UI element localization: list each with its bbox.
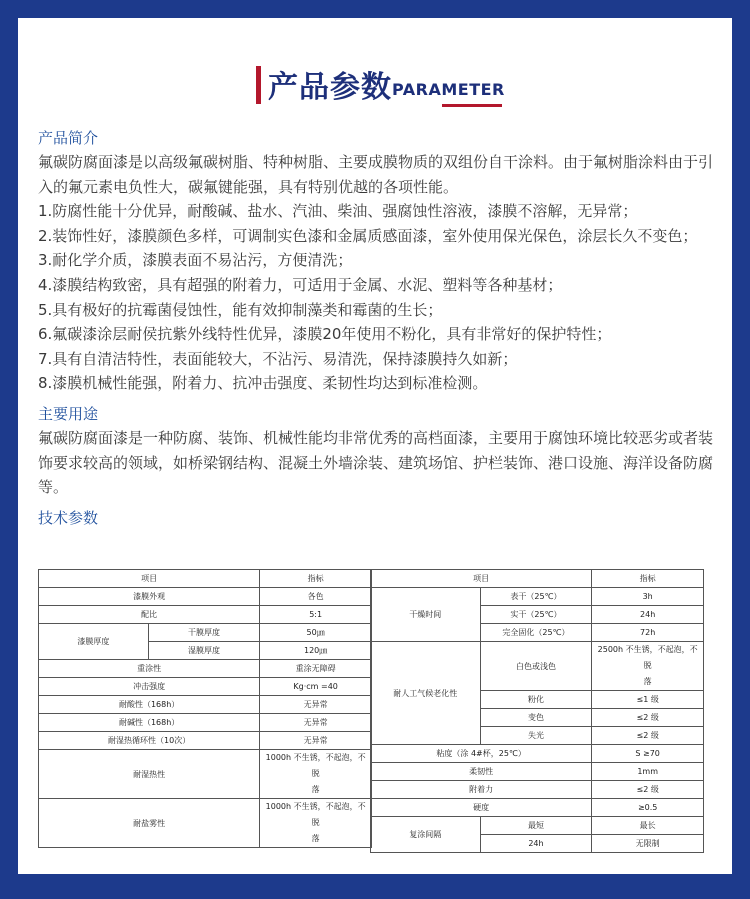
spec-table-right [370, 569, 704, 853]
intro-point-1: 1.防腐性能十分优异，耐酸碱、盐水、汽油、柴油、强腐蚀性溶液，漆膜不溶解，无异常； [38, 202, 638, 221]
table-cell: 各色 [260, 588, 372, 606]
usage-paragraph: 氟碳防腐面漆是一种防腐、装饰、机械性能均非常优秀的高档面漆，主要用于腐蚀环境比较恶劣或者装饰要求较高的领域，如桥梁钢结构、混凝土外墙涂装、建筑场馆、护栏装饰、港口设施、海洋设备防腐等。 [38, 428, 714, 497]
intro-point-3: 3.耐化学介质，漆膜表面不易沾污，方便清洗； [38, 251, 353, 270]
table-cell: 24h [592, 606, 704, 624]
table-cell: 白色或浅色 [480, 642, 592, 691]
header-title-cn: 产品参数 [268, 70, 392, 105]
table-cell: 无异常 [260, 696, 372, 714]
table-cell: 漆膜厚度 [39, 624, 149, 660]
content-body [38, 126, 718, 530]
table-row [371, 781, 704, 799]
table-cell: S ≥70 [592, 745, 704, 763]
header-accent-bar [256, 66, 261, 104]
table-cell: 柔韧性 [371, 763, 592, 781]
table-row [371, 817, 704, 835]
table-cell: 配比 [39, 606, 260, 624]
table-row [371, 745, 704, 763]
table-cell: 粉化 [480, 691, 592, 709]
cell-line: 1000h 不生锈，不起泡，不脱 [265, 802, 366, 827]
table-cell: ≥0.5 [592, 799, 704, 817]
table-cell: 耐盐雾性 [39, 799, 260, 848]
table-cell: 湿膜厚度 [148, 642, 260, 660]
table-cell: 无限制 [592, 835, 704, 853]
cell-line: 落 [311, 834, 320, 843]
table-row [39, 570, 372, 588]
table-cell: 耐碱性（168h） [39, 714, 260, 732]
table-cell: 120㎛ [260, 642, 372, 660]
intro-point-6: 6.氟碳漆涂层耐侯抗紫外线特性优异，漆膜20年使用不粉化，具有非常好的保护特性； [38, 325, 612, 344]
table-row [39, 696, 372, 714]
table-header-index: 指标 [592, 570, 704, 588]
table-header-item: 项目 [39, 570, 260, 588]
table-cell: Kg·cm =40 [260, 678, 372, 696]
intro-point-7: 7.具有自清洁特性，表面能较大，不沾污、易清洗，保持漆膜持久如新； [38, 349, 518, 368]
intro-point-5: 5.具有极好的抗霉菌侵蚀性，能有效抑制藻类和霉菌的生长； [38, 300, 443, 319]
cell-line: 2500h 不生锈，不起泡，不脱 [597, 645, 698, 670]
section-header [18, 44, 732, 114]
table-cell: 72h [592, 624, 704, 642]
table-cell: ≤2 级 [592, 709, 704, 727]
table-row [39, 588, 372, 606]
table-cell: ≤1 级 [592, 691, 704, 709]
table-cell: 1mm [592, 763, 704, 781]
table-cell: 无异常 [260, 732, 372, 750]
table-cell: 耐人工气候老化性 [371, 642, 481, 745]
table-cell: 重涂无障碍 [260, 660, 372, 678]
table-cell: 最短 [480, 817, 592, 835]
table-row [39, 624, 372, 642]
table-cell: 实干（25℃） [480, 606, 592, 624]
table-cell: 粘度（涂 4#杯，25℃） [371, 745, 592, 763]
page-frame [18, 18, 732, 874]
table-row [39, 799, 372, 848]
table-cell-multiline [592, 642, 704, 691]
table-cell: 变色 [480, 709, 592, 727]
tech-title: 技术参数 [38, 508, 99, 527]
table-cell: 50㎛ [260, 624, 372, 642]
table-cell: 干膜厚度 [148, 624, 260, 642]
table-row [371, 570, 704, 588]
cell-line: 落 [311, 785, 320, 794]
table-row [39, 714, 372, 732]
intro-point-2: 2.装饰性好，漆膜颜色多样，可调制实色漆和金属质感面漆，室外使用保光保色，涂层长久不变色； [38, 226, 698, 245]
cell-line: 落 [643, 677, 652, 686]
table-row [371, 763, 704, 781]
table-cell-multiline [260, 750, 372, 799]
table-cell: ≤2 级 [592, 781, 704, 799]
table-header-index: 指标 [260, 570, 372, 588]
table-row [39, 660, 372, 678]
table-cell: 耐酸性（168h） [39, 696, 260, 714]
table-cell: 耐湿热循环性（10次） [39, 732, 260, 750]
intro-paragraph: 氟碳防腐面漆是以高级氟碳树脂、特种树脂、主要成膜物质的双组份自干涂料。由于氟树脂涂料由于引入的氟元素电负性大，碳氟键能强，具有特别优越的各项性能。 [38, 153, 714, 196]
intro-title: 产品简介 [38, 129, 99, 147]
table-cell: 3h [592, 588, 704, 606]
intro-point-4: 4.漆膜结构致密，具有超强的附着力，可适用于金属、水泥、塑料等各种基材； [38, 275, 563, 294]
table-row [371, 642, 704, 691]
table-cell: 24h [480, 835, 592, 853]
table-row [39, 606, 372, 624]
table-cell: 附着力 [371, 781, 592, 799]
table-cell: 无异常 [260, 714, 372, 732]
table-row [371, 588, 704, 606]
table-cell-multiline [260, 799, 372, 848]
table-header-item: 项目 [371, 570, 592, 588]
header-underline [442, 104, 502, 107]
table-row [371, 799, 704, 817]
table-cell: 重涂性 [39, 660, 260, 678]
table-cell: 表干（25℃） [480, 588, 592, 606]
cell-line: 1000h 不生锈，不起泡，不脱 [265, 753, 366, 778]
usage-title: 主要用途 [38, 404, 99, 423]
header-title-en: PARAMETER [392, 80, 505, 99]
table-cell: 漆膜外观 [39, 588, 260, 606]
intro-point-8: 8.漆膜机械性能强，附着力、抗冲击强度、柔韧性均达到标准检测。 [38, 374, 488, 393]
table-cell: 失光 [480, 727, 592, 745]
table-row [39, 732, 372, 750]
table-cell: 硬度 [371, 799, 592, 817]
table-cell: 完全固化（25℃） [480, 624, 592, 642]
table-row [39, 750, 372, 799]
table-row [39, 678, 372, 696]
table-cell: 干燥时间 [371, 588, 481, 642]
table-cell: 最长 [592, 817, 704, 835]
table-cell: 冲击强度 [39, 678, 260, 696]
table-cell: 耐湿热性 [39, 750, 260, 799]
spec-table-left [38, 569, 372, 848]
table-cell: 5:1 [260, 606, 372, 624]
table-cell: 复涂间隔 [371, 817, 481, 853]
table-cell: ≤2 级 [592, 727, 704, 745]
